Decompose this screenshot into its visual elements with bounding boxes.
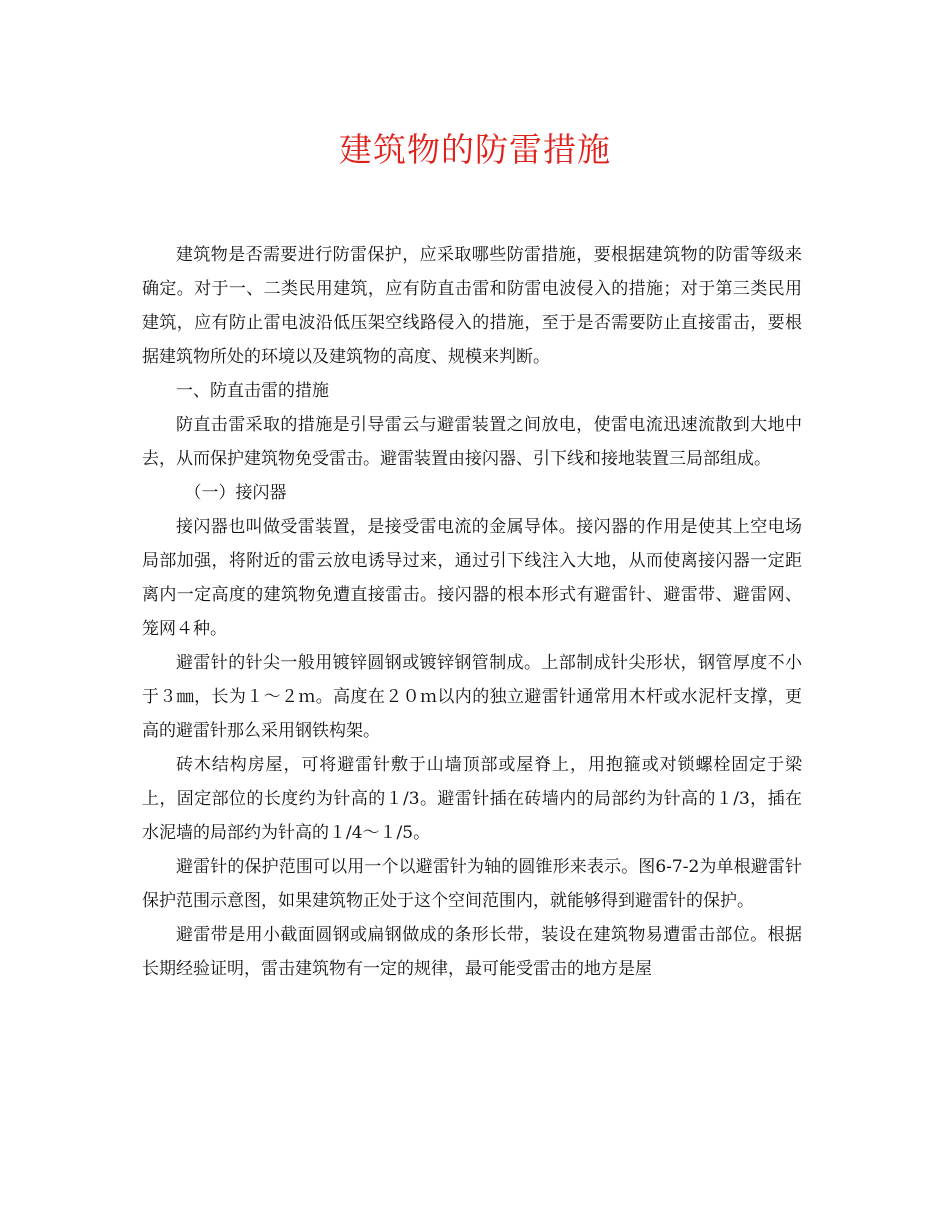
- subsection-heading-air-terminal: （一）接闪器: [184, 483, 287, 503]
- document-title: 建筑物的防雷措施: [339, 130, 611, 169]
- paragraph-brick-wood: 砖木结构房屋，可将避雷针敷于山墙顶部或屋脊上，用抱箍或对锁螺栓固定于梁上，固定部位的长度约为针高的１/3。避雷针插在砖墙内的局部约为针高的１/3，插在水泥墙的局部约为针高的１/4～１/5。: [142, 755, 802, 843]
- paragraph-direct-lightning: 防直击雷采取的措施是引导雷云与避雷装置之间放电，使雷电流迅速流散到大地中去，从而保护建筑物免受雷击。避雷装置由接闪器、引下线和接地装置三局部组成。: [142, 415, 802, 469]
- paragraph-lightning-strip: 避雷带是用小截面圆钢或扁钢做成的条形长带，装设在建筑物易遭雷击部位。根据长期经验证明，雷击建筑物有一定的规律，最可能受雷击的地方是屋: [142, 925, 802, 979]
- document-body: [142, 238, 802, 986]
- paragraph-protection-range: 避雷针的保护范围可以用一个以避雷针为轴的圆锥形来表示。图6-7-2为单根避雷针保护范围示意图，如果建筑物正处于这个空间范围内，就能够得到避雷针的保护。: [142, 857, 802, 911]
- paragraph-air-terminal: 接闪器也叫做受雷装置，是接受雷电流的金属导体。接闪器的作用是使其上空电场局部加强，将附近的雷云放电诱导过来，通过引下线注入大地，从而使离接闪器一定距离内一定高度的建筑物免遭直接雷击。接闪器的根本形式有避雷针、避雷带、避雷网、笼网４种。: [142, 517, 802, 639]
- paragraph-lightning-rod: 避雷针的针尖一般用镀锌圆钢或镀锌钢管制成。上部制成针尖形状，钢管厚度不小于３㎜，长为１～２ｍ。高度在２０ｍ以内的独立避雷针通常用木杆或水泥杆支撑，更高的避雷针那么采用钢铁构架。: [142, 653, 802, 741]
- paragraph-intro: 建筑物是否需要进行防雷保护，应采取哪些防雷措施，要根据建筑物的防雷等级来确定。对于一、二类民用建筑，应有防直击雷和防雷电波侵入的措施；对于第三类民用建筑，应有防止雷电波沿低压架空线路侵入的措施，至于是否需要防止直接雷击，要根据建筑物所处的环境以及建筑物的高度、规模来判断。: [142, 245, 802, 367]
- section-heading-direct-lightning: 一、防直击雷的措施: [176, 381, 329, 401]
